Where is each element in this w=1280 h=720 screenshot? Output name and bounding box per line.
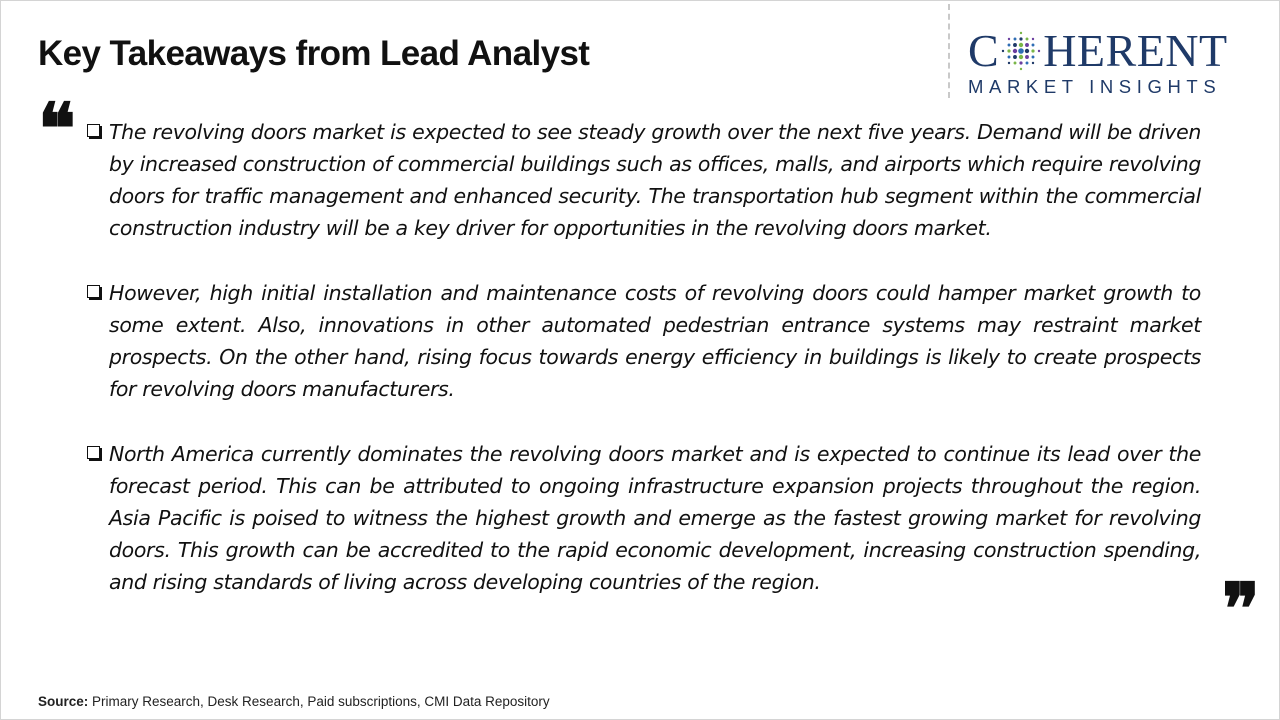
takeaways-list: [86, 116, 1201, 598]
globe-dot: [1032, 44, 1035, 47]
globe-dot: [1008, 38, 1010, 40]
globe-dot: [1032, 56, 1035, 59]
open-quote-icon: ❝: [38, 87, 76, 170]
globe-dot: [1025, 43, 1029, 47]
dotted-globe-icon: [1000, 30, 1042, 72]
globe-dot: [1018, 48, 1024, 54]
checkbox-bullet-icon: [87, 124, 100, 137]
takeaway-text: However, high initial installation and maintenance costs of revolving doors could hamper market growth to some extent. Also, innovations in other automated pedestrian entrance systems may restraint market prospects. On the other hand, rising focus towards energy efficiency in buildings is likely to create prospects for revolving doors manufacturers.: [109, 281, 1201, 401]
logo-brand-start: C: [968, 25, 1000, 76]
globe-dot: [1019, 55, 1023, 59]
globe-dot: [1013, 49, 1017, 53]
source-label: Source:: [38, 694, 89, 709]
slide-title: Key Takeaways from Lead Analyst: [38, 34, 590, 73]
logo-brand-end: HERENT: [1043, 25, 1228, 76]
globe-dot: [1014, 38, 1017, 41]
source-text: Primary Research, Desk Research, Paid subscriptions, CMI Data Repository: [88, 694, 550, 709]
takeaway-item: [86, 116, 1201, 244]
takeaway-text: The revolving doors market is expected to see steady growth over the next five years. Demand will be driven by increased construction of commercial buildings such as offices, malls, and airports which require revolving doors for traffic management and enhanced security. The transportation hub segment within the commercial construction industry will be a key driver for opportunities in the revolving doors market.: [109, 120, 1201, 240]
globe-dot: [1020, 68, 1022, 70]
globe-dot: [1032, 62, 1034, 64]
globe-dot: [1038, 50, 1040, 52]
source-note: [38, 694, 550, 709]
takeaway-text: North America currently dominates the revolving doors market and is expected to continue its lead over the forecast period. This can be attributed to ongoing infrastructure expansion projects throughout the region. Asia Pacific is poised to witness the highest growth and emerge as the fastest growing market for revolving doors. This growth can be accredited to the rapid economic development, increasing construction spending, and rising standards of living across developing countries of the region.: [109, 442, 1201, 594]
globe-dot: [1020, 32, 1022, 34]
globe-dot: [1014, 62, 1017, 65]
globe-dot: [1020, 37, 1023, 40]
globe-dot: [1025, 49, 1029, 53]
globe-dot: [1026, 38, 1029, 41]
globe-dot: [1025, 55, 1029, 59]
globe-dot: [1002, 50, 1004, 52]
globe-dot: [1008, 62, 1010, 64]
globe-dot: [1026, 62, 1029, 65]
globe-dot: [1008, 49, 1011, 52]
company-logo: [968, 25, 1264, 98]
takeaway-item: [86, 438, 1201, 598]
logo-divider: [948, 4, 950, 98]
logo-subtitle: MARKET INSIGHTS: [968, 76, 1222, 97]
close-quote-icon: ❞: [1222, 567, 1260, 650]
checkbox-bullet-icon: [87, 285, 100, 298]
globe-dot: [1020, 61, 1023, 64]
globe-dot: [1032, 38, 1034, 40]
logo-brand: [968, 25, 1264, 76]
globe-dot: [1019, 43, 1023, 47]
takeaway-item: [86, 277, 1201, 405]
globe-dot: [1008, 56, 1011, 59]
globe-dot: [1008, 44, 1011, 47]
checkbox-bullet-icon: [87, 446, 100, 459]
globe-dot: [1032, 49, 1035, 52]
globe-dot: [1013, 43, 1017, 47]
globe-dot: [1013, 55, 1017, 59]
